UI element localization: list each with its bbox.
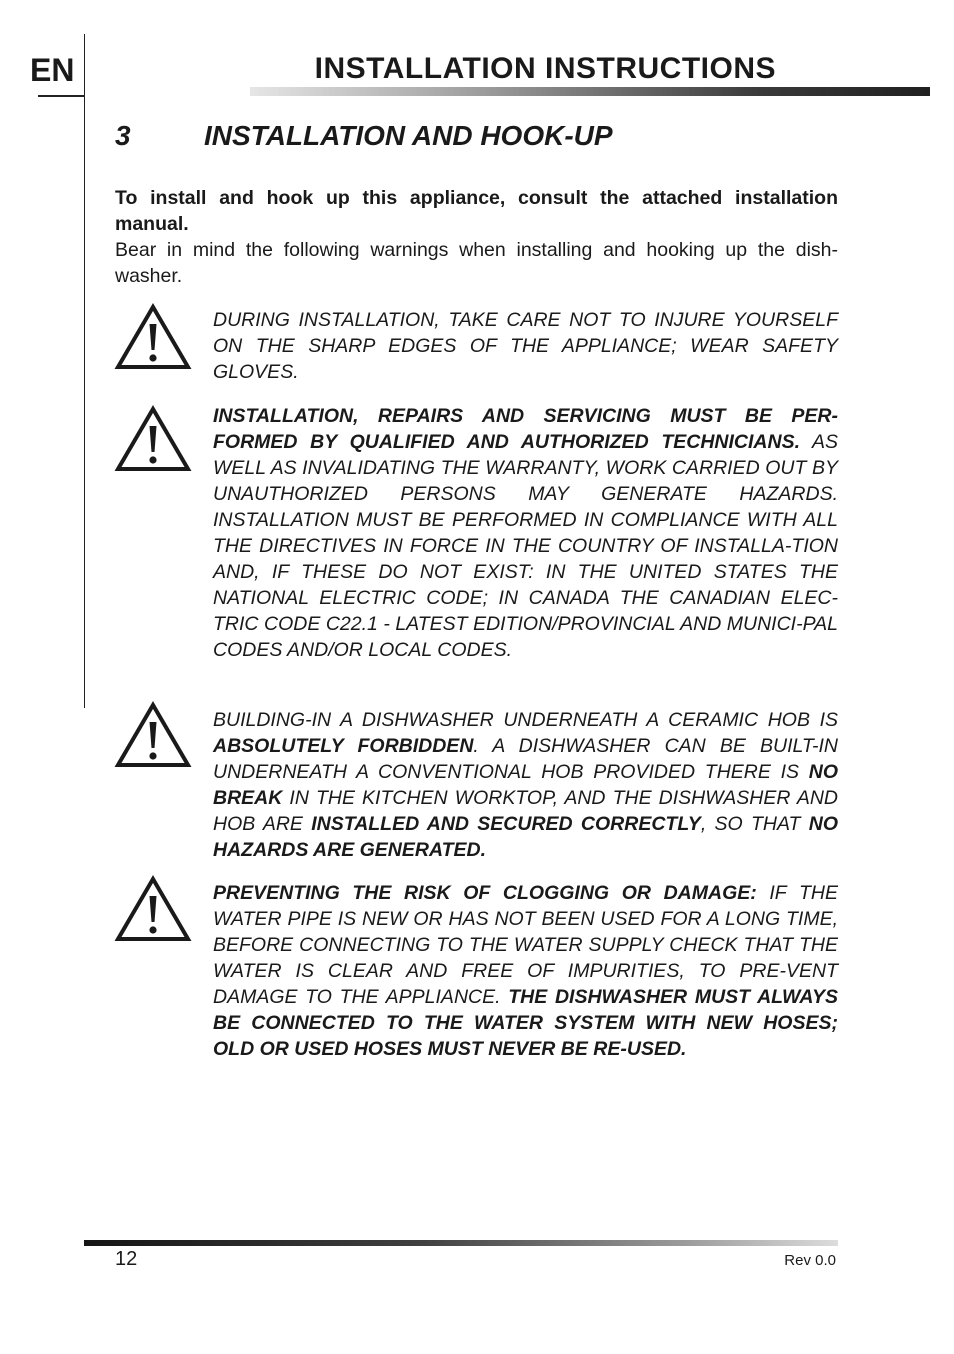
lang-underline [38,95,85,97]
warning-emphasis: NO BREAK [213,761,838,809]
warning-triangle-icon [114,700,192,768]
intro-text: Bear in mind the following warnings when installing and hooking up the dish-washer. [115,239,838,287]
warning-text-2 [213,403,838,663]
footer-gradient-bar [84,1240,838,1246]
revision-label: Rev 0.0 [784,1252,836,1269]
warning-run: DURING INSTALLATION, TAKE CARE NOT TO INJURE YOURSELF ON THE SHARP EDGES OF THE APPLIANCE; WEAR SAFETY GLOVES. [213,309,838,383]
warning-run: IF THE WATER PIPE IS NEW OR HAS NOT BEEN USED FOR A LONG TIME, BEFORE CONNECTING TO THE WATER SUPPLY CHECK THAT THE WATER IS CLEAR AND FREE OF IMPURITIES, TO PRE-VENT DAMAGE TO THE APPLIANCE. [213,882,838,1008]
page-header-title: INSTALLATION INSTRUCTIONS [314,52,776,85]
page-number: 12 [115,1248,138,1270]
warning-run: AS WELL AS INVALIDATING THE WARRANTY, WORK CARRIED OUT BY UNAUTHORIZED PERSONS MAY GENERATE HAZARDS. INSTALLATION MUST BE PERFORMED IN COMPLIANCE WITH ALL THE DIRECTIVES IN FORCE IN THE COUNTRY OF INSTALLA-TION AND, IF THESE DO NOT EXIST: IN THE UNITED STATES THE NATIONAL ELECTRIC CODE; IN CANADA THE CANADIAN ELEC-TRIC CODE C22.1 - LATEST EDITION/PROVINCIAL AND MUNICI-PAL CODES AND/OR LOCAL CODES. [213,431,838,661]
warning-emphasis: PREVENTING THE RISK OF CLOGGING OR DAMAGE: [213,882,757,904]
section-number: 3 [115,120,131,151]
intro-bold-text: To install and hook up this appliance, consult the attached installation manual. [115,187,838,235]
warning-emphasis: ABSOLUTELY FORBIDDEN [213,735,474,757]
warning-run: IN THE KITCHEN WORKTOP, AND THE DISHWASHER AND HOB ARE [213,787,838,835]
warning-triangle-icon [114,404,192,472]
warning-triangle-icon [114,874,192,942]
header-gradient-bar [250,87,930,96]
warning-text-3 [213,707,838,863]
warning-emphasis: INSTALLATION, REPAIRS AND SERVICING MUST BE PER-FORMED BY QUALIFIED AND AUTHORIZED TECHNICIANS. [213,405,838,453]
section-title: INSTALLATION AND HOOK-UP [204,120,613,151]
warning-text-1 [213,307,838,385]
warning-emphasis: NO HAZARDS ARE GENERATED. [213,813,838,861]
warning-emphasis: THE DISHWASHER MUST ALWAYS BE CONNECTED TO THE WATER SYSTEM WITH NEW HOSES; OLD OR USED HOSES MUST NEVER BE RE-USED. [213,986,838,1060]
warning-run: . A DISHWASHER CAN BE BUILT-IN UNDERNEATH A CONVENTIONAL HOB PROVIDED THERE IS [213,735,839,783]
warning-emphasis: INSTALLED AND SECURED CORRECTLY [311,813,701,835]
margin-rule [84,34,85,708]
warning-run: BUILDING-IN A DISHWASHER UNDERNEATH A CERAMIC HOB IS [213,709,838,731]
warning-triangle-icon [114,302,192,370]
language-tag: EN [30,52,75,88]
warning-text-4 [213,880,838,1062]
warning-run: , SO THAT [700,813,809,835]
